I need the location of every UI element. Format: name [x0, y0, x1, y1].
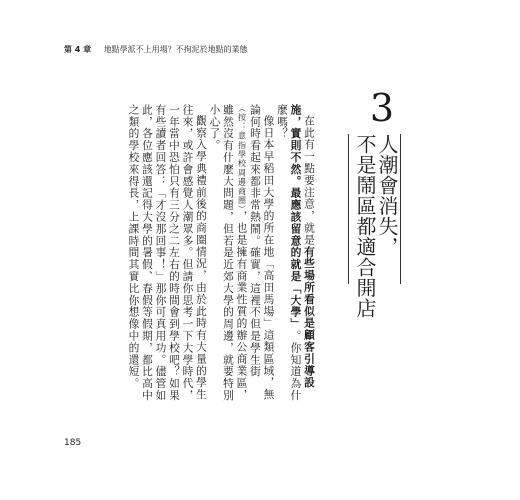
paragraph-1 — [276, 104, 317, 404]
paragraph-1-lead: 在此有一點要注意，就是 — [303, 114, 316, 246]
section-title-block — [344, 134, 404, 344]
page-number: 185 — [64, 438, 82, 448]
section-title-line-2: 不是鬧區都適合開店 — [353, 134, 377, 319]
body-text — [127, 104, 316, 404]
paragraph-2-tail: ，也是擁有商業性質的辦公商業區，雖然沒有什麼大問題，但若是近郊大學的周邊，就要特別小心了。 — [208, 104, 249, 402]
section-title — [354, 134, 398, 344]
section-number: 3 — [369, 86, 395, 130]
paragraph-2-lead: 像日本早稻田大學的所在地「高田馬場」這類區域，無論何時看起來都非常熱鬧。確實，這裡不但是學生街 — [249, 104, 276, 401]
paragraph-1-emphasis: 有些場所看似是顧客引導設施，實則不然。最應該留意的就是「大學」 — [289, 104, 316, 389]
title-rule-left — [348, 134, 349, 284]
paragraph-2-note: （按：意指學校周邊商圈） — [237, 104, 247, 211]
paragraph-1-tail: 。你知道為什麼嗎？ — [276, 104, 303, 402]
chapter-subtitle: 地點學派不上用場？不拘泥於地點的業態 — [103, 45, 248, 54]
running-header — [64, 44, 248, 55]
chapter-label: 第 4 章 — [64, 45, 92, 54]
paragraph-3: 觀察入學典禮前後的商圈情況，由於此時有大量的學生往來，或許會感覺人潮眾多。但請你思考一下大學時代，一年當中恐怕只有三分之二左右的時間會到學校吧？如果有些讀者回答：「才沒那回事！」那你可真用功。儘管如此，各位應該還記得大學的暑假、春假等假期，都比高中之類的學校來得長，上課時間其實比你想像中的還短。 — [127, 104, 208, 402]
section-title-line-1: 人潮會消失， — [375, 134, 399, 257]
paragraph-2 — [208, 104, 276, 404]
title-rule-right — [400, 134, 401, 284]
